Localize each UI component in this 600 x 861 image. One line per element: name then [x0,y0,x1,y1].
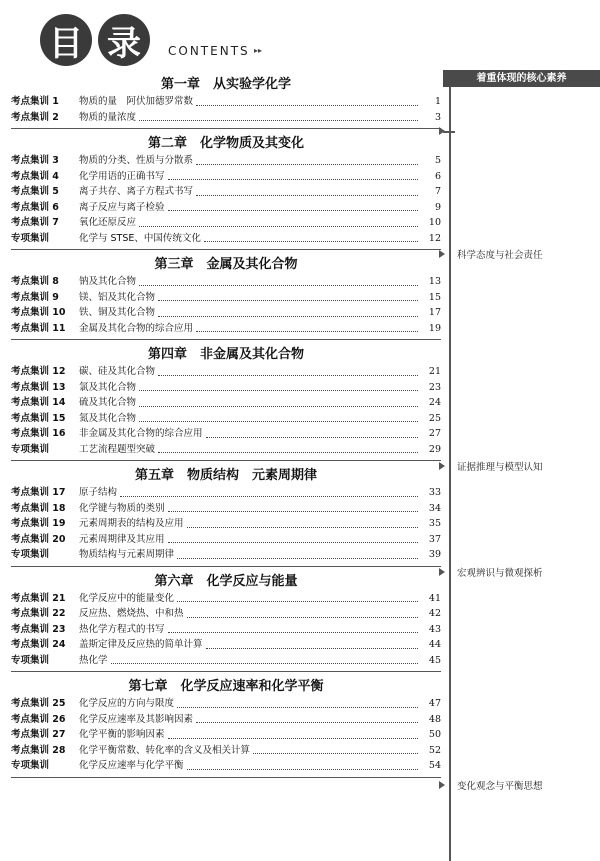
toc-entry[interactable] [11,231,441,247]
chapter-block [11,678,441,778]
entry-page: 39 [428,549,441,560]
entry-tag: 专项集训 [11,232,50,244]
dot-leader [139,113,418,121]
toc-entry[interactable] [11,364,441,380]
entry-title: 硫及其化合物 [79,397,137,408]
dot-leader [177,700,418,708]
contents-label: CONTENTS [168,44,250,58]
entry-tag: 专项集训 [11,760,50,771]
entry-tag: 考点集训 11 [11,322,66,334]
sidebar-heading: 着重体现的核心素养 [443,70,600,87]
entry-title: 物质的分类、性质与分散系 [79,155,194,166]
entry-page: 10 [428,217,441,228]
entry-tag: 考点集训 18 [11,502,66,514]
toc-entry[interactable] [11,501,441,517]
entry-page: 6 [434,170,441,182]
dot-leader [253,746,418,754]
toc-entry[interactable] [11,727,441,743]
entry-tag: 考点集训 7 [11,217,59,228]
entry-title: 反应热、燃烧热、中和热 [79,608,184,619]
toc-entry[interactable] [11,380,441,396]
entry-title: 镁、铝及其化合物 [79,291,156,303]
toc-entry[interactable] [11,743,441,759]
entry-page: 23 [428,381,441,393]
page-header [0,0,600,75]
entry-page: 9 [434,201,441,213]
chapter-title: 第一章 从实验学化学 [160,77,291,92]
entry-page: 19 [428,322,441,334]
toc-entry[interactable] [11,411,441,427]
dot-leader [196,188,418,196]
dot-leader [168,203,418,211]
entry-tag: 考点集训 24 [11,639,66,650]
literacy-item: 科学态度与社会责任 [457,250,543,261]
entry-tag: 考点集训 16 [11,428,66,439]
entry-tag: 考点集训 14 [11,397,66,408]
dot-leader [168,504,418,512]
entry-page: 50 [428,729,441,740]
entry-tag: 考点集训 10 [11,307,66,318]
literacy-item: 变化观念与平衡思想 [457,781,543,792]
entry-title: 化学反应速率及其影响因素 [79,713,194,725]
toc-entry[interactable] [11,591,441,607]
dot-leader [196,715,418,723]
entry-title: 金属及其化合物的综合应用 [79,322,194,334]
chapter-title: 第二章 化学物质及其变化 [147,136,304,151]
entry-title: 铁、铜及其化合物 [79,307,156,318]
toc-entry[interactable] [11,758,441,774]
toc-entry[interactable] [11,395,441,411]
dot-leader [111,656,418,664]
entry-page: 5 [434,155,441,166]
chapter-title: 第七章 化学反应速率和化学平衡 [128,679,324,694]
dot-leader [120,489,418,497]
entry-page: 34 [428,502,441,514]
dot-leader [139,399,418,407]
entry-title: 物质结构与元素周期律 [79,549,175,560]
toc-entry[interactable] [11,532,441,548]
entry-tag: 考点集训 9 [11,291,59,303]
entry-tag: 专项集训 [11,654,50,666]
entry-title: 氮及其化合物 [79,412,137,424]
entry-page: 24 [428,397,441,408]
dot-leader [139,219,418,227]
toc-entry[interactable] [11,321,441,337]
entry-tag: 考点集训 12 [11,366,66,377]
literacy-item: 宏观辨识与微观探析 [457,568,543,579]
toc-entry[interactable] [11,274,441,290]
entry-title: 化学与 STSE、中国传统文化 [79,232,201,244]
entry-page: 48 [428,713,441,725]
entry-page: 37 [428,533,441,545]
double-arrow-icon: ▸▸ [254,46,263,55]
entry-tag: 考点集训 3 [11,155,59,166]
entry-tag: 考点集训 4 [11,170,59,182]
toc-entry[interactable] [11,516,441,532]
toc-entry[interactable] [11,712,441,728]
dot-leader [139,414,418,422]
dot-leader [158,293,418,301]
toc-entry[interactable] [11,153,441,169]
entry-page: 7 [434,186,441,197]
dot-leader [206,641,418,649]
dot-leader [177,551,418,559]
toc-entry[interactable] [11,637,441,653]
entry-title: 工艺流程题型突破 [79,443,156,455]
entry-tag: 考点集训 21 [11,592,66,604]
dot-leader [177,594,418,602]
entry-title: 元素周期表的结构及应用 [79,518,184,529]
dot-leader [196,98,418,106]
entry-page: 25 [428,412,441,424]
entry-title: 氯及其化合物 [79,381,137,393]
toc-entry[interactable] [11,169,441,185]
entry-title: 碳、硅及其化合物 [79,366,156,377]
entry-tag: 考点集训 25 [11,698,66,709]
entry-page: 47 [428,698,441,709]
entry-tag: 考点集训 26 [11,713,66,725]
dot-leader [187,610,418,618]
chapter-title: 第五章 物质结构 元素周期律 [134,468,317,483]
entry-page: 44 [428,639,441,650]
entry-tag: 考点集训 15 [11,412,66,424]
toc-entry[interactable] [11,485,441,501]
entry-tag: 考点集训 5 [11,186,59,197]
entry-page: 29 [428,443,441,455]
entry-title: 离子共存、离子方程式书写 [79,186,194,197]
toc-entry[interactable] [11,622,441,638]
literacy-sidebar [443,70,600,861]
toc-entry[interactable] [11,547,441,563]
chapter-block [11,76,441,129]
entry-tag: 专项集训 [11,443,50,455]
chapter-block [11,346,441,461]
toc-entry[interactable] [11,426,441,442]
entry-title: 化学反应速率与化学平衡 [79,760,184,771]
entry-title: 化学用语的正确书写 [79,170,165,182]
entry-page: 13 [428,276,441,287]
arrow-right-icon [439,250,445,258]
dot-leader [196,324,418,332]
chapter-block [11,573,441,673]
dot-leader [168,731,418,739]
entry-tag: 考点集训 2 [11,111,59,123]
entry-tag: 考点集训 17 [11,487,66,498]
toc-entry[interactable] [11,184,441,200]
entry-title: 化学反应的方向与限度 [79,698,175,709]
entry-title: 原子结构 [79,487,118,498]
dot-leader [168,625,418,633]
toc-entry[interactable] [11,653,441,669]
entry-tag: 考点集训 22 [11,608,66,619]
dot-leader [187,762,418,770]
chapter-block [11,467,441,567]
dot-leader [168,172,418,180]
entry-title: 物质的量浓度 [79,111,137,123]
dot-leader [158,309,418,317]
title-circle-2: 录 [98,14,150,66]
entry-title: 盖斯定律及反应热的简单计算 [79,639,203,650]
entry-page: 54 [428,760,441,771]
entry-page: 52 [428,744,441,756]
entry-tag: 考点集训 1 [11,96,59,107]
entry-title: 化学键与物质的类别 [79,502,165,514]
arrow-right-icon [439,781,445,789]
entry-tag: 考点集训 6 [11,201,59,213]
dot-leader [168,535,418,543]
entry-tag: 考点集训 19 [11,518,66,529]
entry-tag: 考点集训 13 [11,381,66,393]
chapter-title: 第三章 金属及其化合物 [154,257,298,272]
entry-title: 物质的量 阿伏加德罗常数 [79,96,194,107]
chapter-block [11,256,441,340]
title-circle-1: 目 [40,14,92,66]
entry-tag: 考点集训 23 [11,623,66,635]
entry-page: 15 [428,291,441,303]
arrow-right-icon [439,127,445,135]
toc-entry[interactable] [11,94,441,110]
sidebar-vertical-line [449,87,451,861]
entry-page: 27 [428,428,441,439]
dot-leader [196,157,418,165]
toc-entry[interactable] [11,606,441,622]
dot-leader [187,520,418,528]
entry-title: 热化学方程式的书写 [79,623,165,635]
toc-entry[interactable] [11,200,441,216]
entry-tag: 考点集训 8 [11,276,59,287]
entry-tag: 考点集训 27 [11,729,66,740]
entry-tag: 专项集训 [11,549,50,560]
entry-page: 12 [428,232,441,244]
entry-title: 化学平衡常数、转化率的含义及相关计算 [79,744,251,756]
entry-title: 离子反应与离子检验 [79,201,165,213]
entry-title: 氧化还原反应 [79,217,137,228]
entry-page: 41 [428,592,441,604]
entry-title: 化学平衡的影响因素 [79,729,165,740]
entry-page: 35 [428,518,441,529]
chapter-block [11,135,441,250]
dot-leader [204,234,418,242]
entry-title: 非金属及其化合物的综合应用 [79,428,203,439]
chapter-title: 第四章 非金属及其化合物 [147,347,304,362]
entry-page: 21 [428,366,441,377]
toc-entry[interactable] [11,215,441,231]
entry-page: 43 [428,623,441,635]
literacy-item: 证据推理与模型认知 [457,462,543,473]
dot-leader [158,445,418,453]
dot-leader [206,430,418,438]
toc-entry[interactable] [11,305,441,321]
entry-page: 3 [434,111,441,123]
toc-entry[interactable] [11,290,441,306]
arrow-right-icon [439,568,445,576]
toc-entry[interactable] [11,110,441,126]
entry-title: 钠及其化合物 [79,276,137,287]
entry-title: 元素周期律及其应用 [79,533,165,545]
entry-page: 1 [434,96,441,107]
entry-title: 热化学 [79,654,108,666]
dot-leader [158,368,418,376]
dot-leader [139,278,418,286]
entry-title: 化学反应中的能量变化 [79,592,175,604]
entry-page: 17 [428,307,441,318]
entry-tag: 考点集训 20 [11,533,66,545]
entry-tag: 考点集训 28 [11,744,66,756]
dot-leader [139,383,418,391]
toc-entry[interactable] [11,696,441,712]
table-of-contents [11,76,441,778]
entry-page: 33 [428,487,441,498]
toc-entry[interactable] [11,442,441,458]
arrow-right-icon [439,462,445,470]
entry-page: 45 [428,654,441,666]
entry-page: 42 [428,608,441,619]
chapter-title: 第六章 化学反应与能量 [154,573,298,589]
